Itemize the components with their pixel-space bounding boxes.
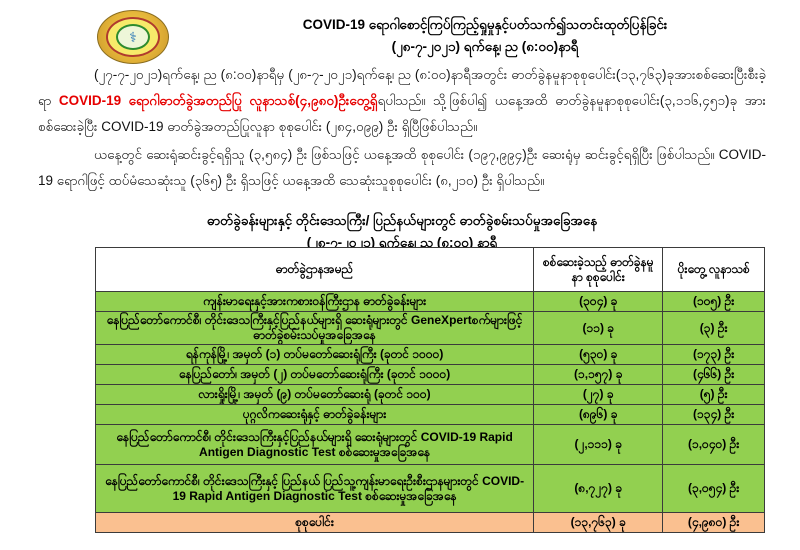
table-row	[96, 465, 765, 513]
column-header-lab-name: ဓာတ်ခွဲဌာနအမည်	[96, 248, 534, 292]
paragraph-testing-tail: ရပါသည်။ သို့ဖြစ်ပါ၍ ယနေ့အထိ ဓာတ်ခွဲနမူနာစုစုပေါင်း(၃,၁၁၆,၄၅၁)ခု အား စစ်ဆေးခဲ့ပြီး COVID-19 ဓာတ်ခွဲအတည်ပြုလူနာ စုစုပေါင်း (၂၈၄,၀၉၉) ဦး ရှိပြီဖြစ်ပါသည်။	[38, 93, 766, 134]
table-heading-line2: (၂၈-၇-၂၀၂၁) ရက်နေ့၊ ည (၈:၀၀) နာရီ	[306, 235, 498, 250]
total-positives-cell: (၄,၉၈၀) ဦး	[663, 513, 765, 533]
table-row	[96, 345, 765, 365]
column-header-samples-tested: စစ်ဆေးခဲ့သည့် ဓာတ်ခွဲနမူနာ စုစုပေါင်း	[534, 248, 663, 292]
samples-cell: (၈၉၆) ခု	[534, 405, 663, 425]
positives-cell: (၃,၀၅၄) ဦး	[663, 465, 765, 513]
table-row	[96, 365, 765, 385]
column-header-new-positives: ပိုးတွေ့ လူနာသစ်	[663, 248, 765, 292]
table-row	[96, 292, 765, 312]
caduceus-icon: ⚕	[116, 24, 150, 50]
table-row	[96, 405, 765, 425]
lab-name-cell: နေပြည်တော်ကောင်စီ၊ တိုင်းဒေသကြီးနှင့် ပြည်နယ် ပြည်သူ့ကျန်းမာရေးဦးစီးဌာနများတွင် COVID-19 Rapid Antigen Diagnostic Test စစ်ဆေးမှုအခြေအနေ	[96, 465, 534, 513]
lab-name-cell: ပုဂ္ဂလိကဆေးရုံနှင့် ဓာတ်ခွဲခန်းများ	[96, 405, 534, 425]
positives-cell: (၃) ဦး	[663, 312, 765, 345]
positives-cell: (၁,၀၄၀) ဦး	[663, 425, 765, 465]
samples-cell: (၂,၁၁၁) ခု	[534, 425, 663, 465]
samples-cell: (၂၇) ခု	[534, 385, 663, 405]
new-confirmed-cases-highlight: COVID-19 ရောဂါဓာတ်ခွဲအတည်ပြု လူနာသစ်(၄,၉၈၀)ဦးတွေ့ရှိ	[58, 93, 378, 108]
positives-cell: (၁၀၅) ဦး	[663, 292, 765, 312]
lab-name-cell: လားရှိုးမြို့၊ အမှတ် (၉) တပ်မတော်ဆေးရုံ (ခုတင် ၁၀၀)	[96, 385, 534, 405]
samples-cell: (၈,၇၂၇) ခု	[534, 465, 663, 513]
lab-name-cell: ကျန်းမာရေးနှင့်အားကစားဝန်ကြီးဌာန ဓာတ်ခွဲခန်းများ	[96, 292, 534, 312]
table-row	[96, 385, 765, 405]
paragraph-testing-lead: (၂၇-၇-၂၀၂၁)ရက်နေ့၊ ည (၈:၀၀)နာရီမှ (၂၈-၇-၂၀၂၁)ရက်နေ့၊ ည (၈:၀၀)နာရီအတွင်း ဓာတ်ခွဲနမူနာစုစုပေါင်း(၁၃,၇၆၃)ခုအားစစ်ဆေးပြီးစီးခဲ့ရာ	[38, 67, 766, 108]
seal-inner-ring	[106, 17, 160, 57]
samples-cell: (၁,၁၅၇) ခု	[534, 365, 663, 385]
positives-cell: (၄၆၆) ဦး	[663, 365, 765, 385]
lab-name-cell: နေပြည်တော်ကောင်စီ၊ တိုင်းဒေသကြီးနှင့်ပြည်နယ်များရှိ ဆေးရုံများတွင် GeneXpertစက်များဖြင့် ဓာတ်ခွဲစမ်းသပ်မှုအခြေအနေ	[96, 312, 534, 345]
samples-cell: (၃၀၄) ခု	[534, 292, 663, 312]
lab-testing-table	[95, 247, 765, 533]
seal-outer-ring	[97, 10, 169, 64]
lab-name-cell: နေပြည်တော်ကောင်စီ၊ တိုင်းဒေသကြီးနှင့်ပြည်နယ်များရှိ ဆေးရုံများတွင် COVID-19 Rapid Antigen Diagnostic Test စစ်ဆေးမှုအခြေအနေ	[96, 425, 534, 465]
title-block	[185, 14, 785, 58]
positives-cell: (၅) ဦး	[663, 385, 765, 405]
table-heading-line1: ဓာတ်ခွဲခန်းများနှင့် တိုင်းဒေသကြီး/ ပြည်နယ်များတွင် ဓာတ်ခွဲစမ်းသပ်မှုအခြေအနေ	[206, 213, 598, 228]
table-total-row	[96, 513, 765, 533]
samples-cell: (၅၃၀) ခု	[534, 345, 663, 365]
ministry-of-health-seal-logo	[97, 10, 169, 64]
positives-cell: (၁၃၄) ဦး	[663, 405, 765, 425]
samples-cell: (၁၁) ခု	[534, 312, 663, 345]
paragraph-testing-summary	[38, 62, 766, 140]
positives-cell: (၁၇၃) ဦး	[663, 345, 765, 365]
report-title: COVID-19 ရောဂါစောင့်ကြပ်ကြည့်ရှုမှုနှင့်ပတ်သက်၍သတင်းထုတ်ပြန်ခြင်း	[302, 17, 668, 32]
table-row	[96, 425, 765, 465]
report-header	[0, 8, 800, 66]
report-date-time: (၂၈-၇-၂၀၂၁) ရက်နေ့၊ ည (၈:၀၀)နာရီ	[391, 39, 579, 54]
total-samples-cell: (၁၃,၇၆၃) ခု	[534, 513, 663, 533]
lab-name-cell: နေပြည်တော်၊ အမှတ် (၂) တပ်မတော်ဆေးရုံကြီး (ခုတင် ၁၀၀၀)	[96, 365, 534, 385]
paragraph-discharges-deaths: ယနေ့တွင် ဆေးရုံဆင်းခွင့်ရရှိသူ (၃,၅၈၄) ဦး ဖြစ်သဖြင့် ယနေ့အထိ စုစုပေါင်း (၁၉၇,၉၉၄)ဦး ဆေးရုံမှ ဆင်းခွင့်ရရှိပြီး ဖြစ်ပါသည်။ COVID-19 ရောဂါဖြင့် ထပ်မံသေဆုံးသူ (၃၆၅) ဦး ရှိသဖြင့် ယနေ့အထိ သေဆုံးသူစုစုပေါင်း (၈,၂၁၀) ဦး ရှိပါသည်။	[38, 147, 766, 188]
table-header-row	[96, 248, 765, 292]
table-row	[96, 312, 765, 345]
total-label-cell: စုစုပေါင်း	[96, 513, 534, 533]
lab-name-cell: ရန်ကုန်မြို့၊ အမှတ် (၁) တပ်မတော်ဆေးရုံကြီး (ခုတင် ၁၀၀၀)	[96, 345, 534, 365]
